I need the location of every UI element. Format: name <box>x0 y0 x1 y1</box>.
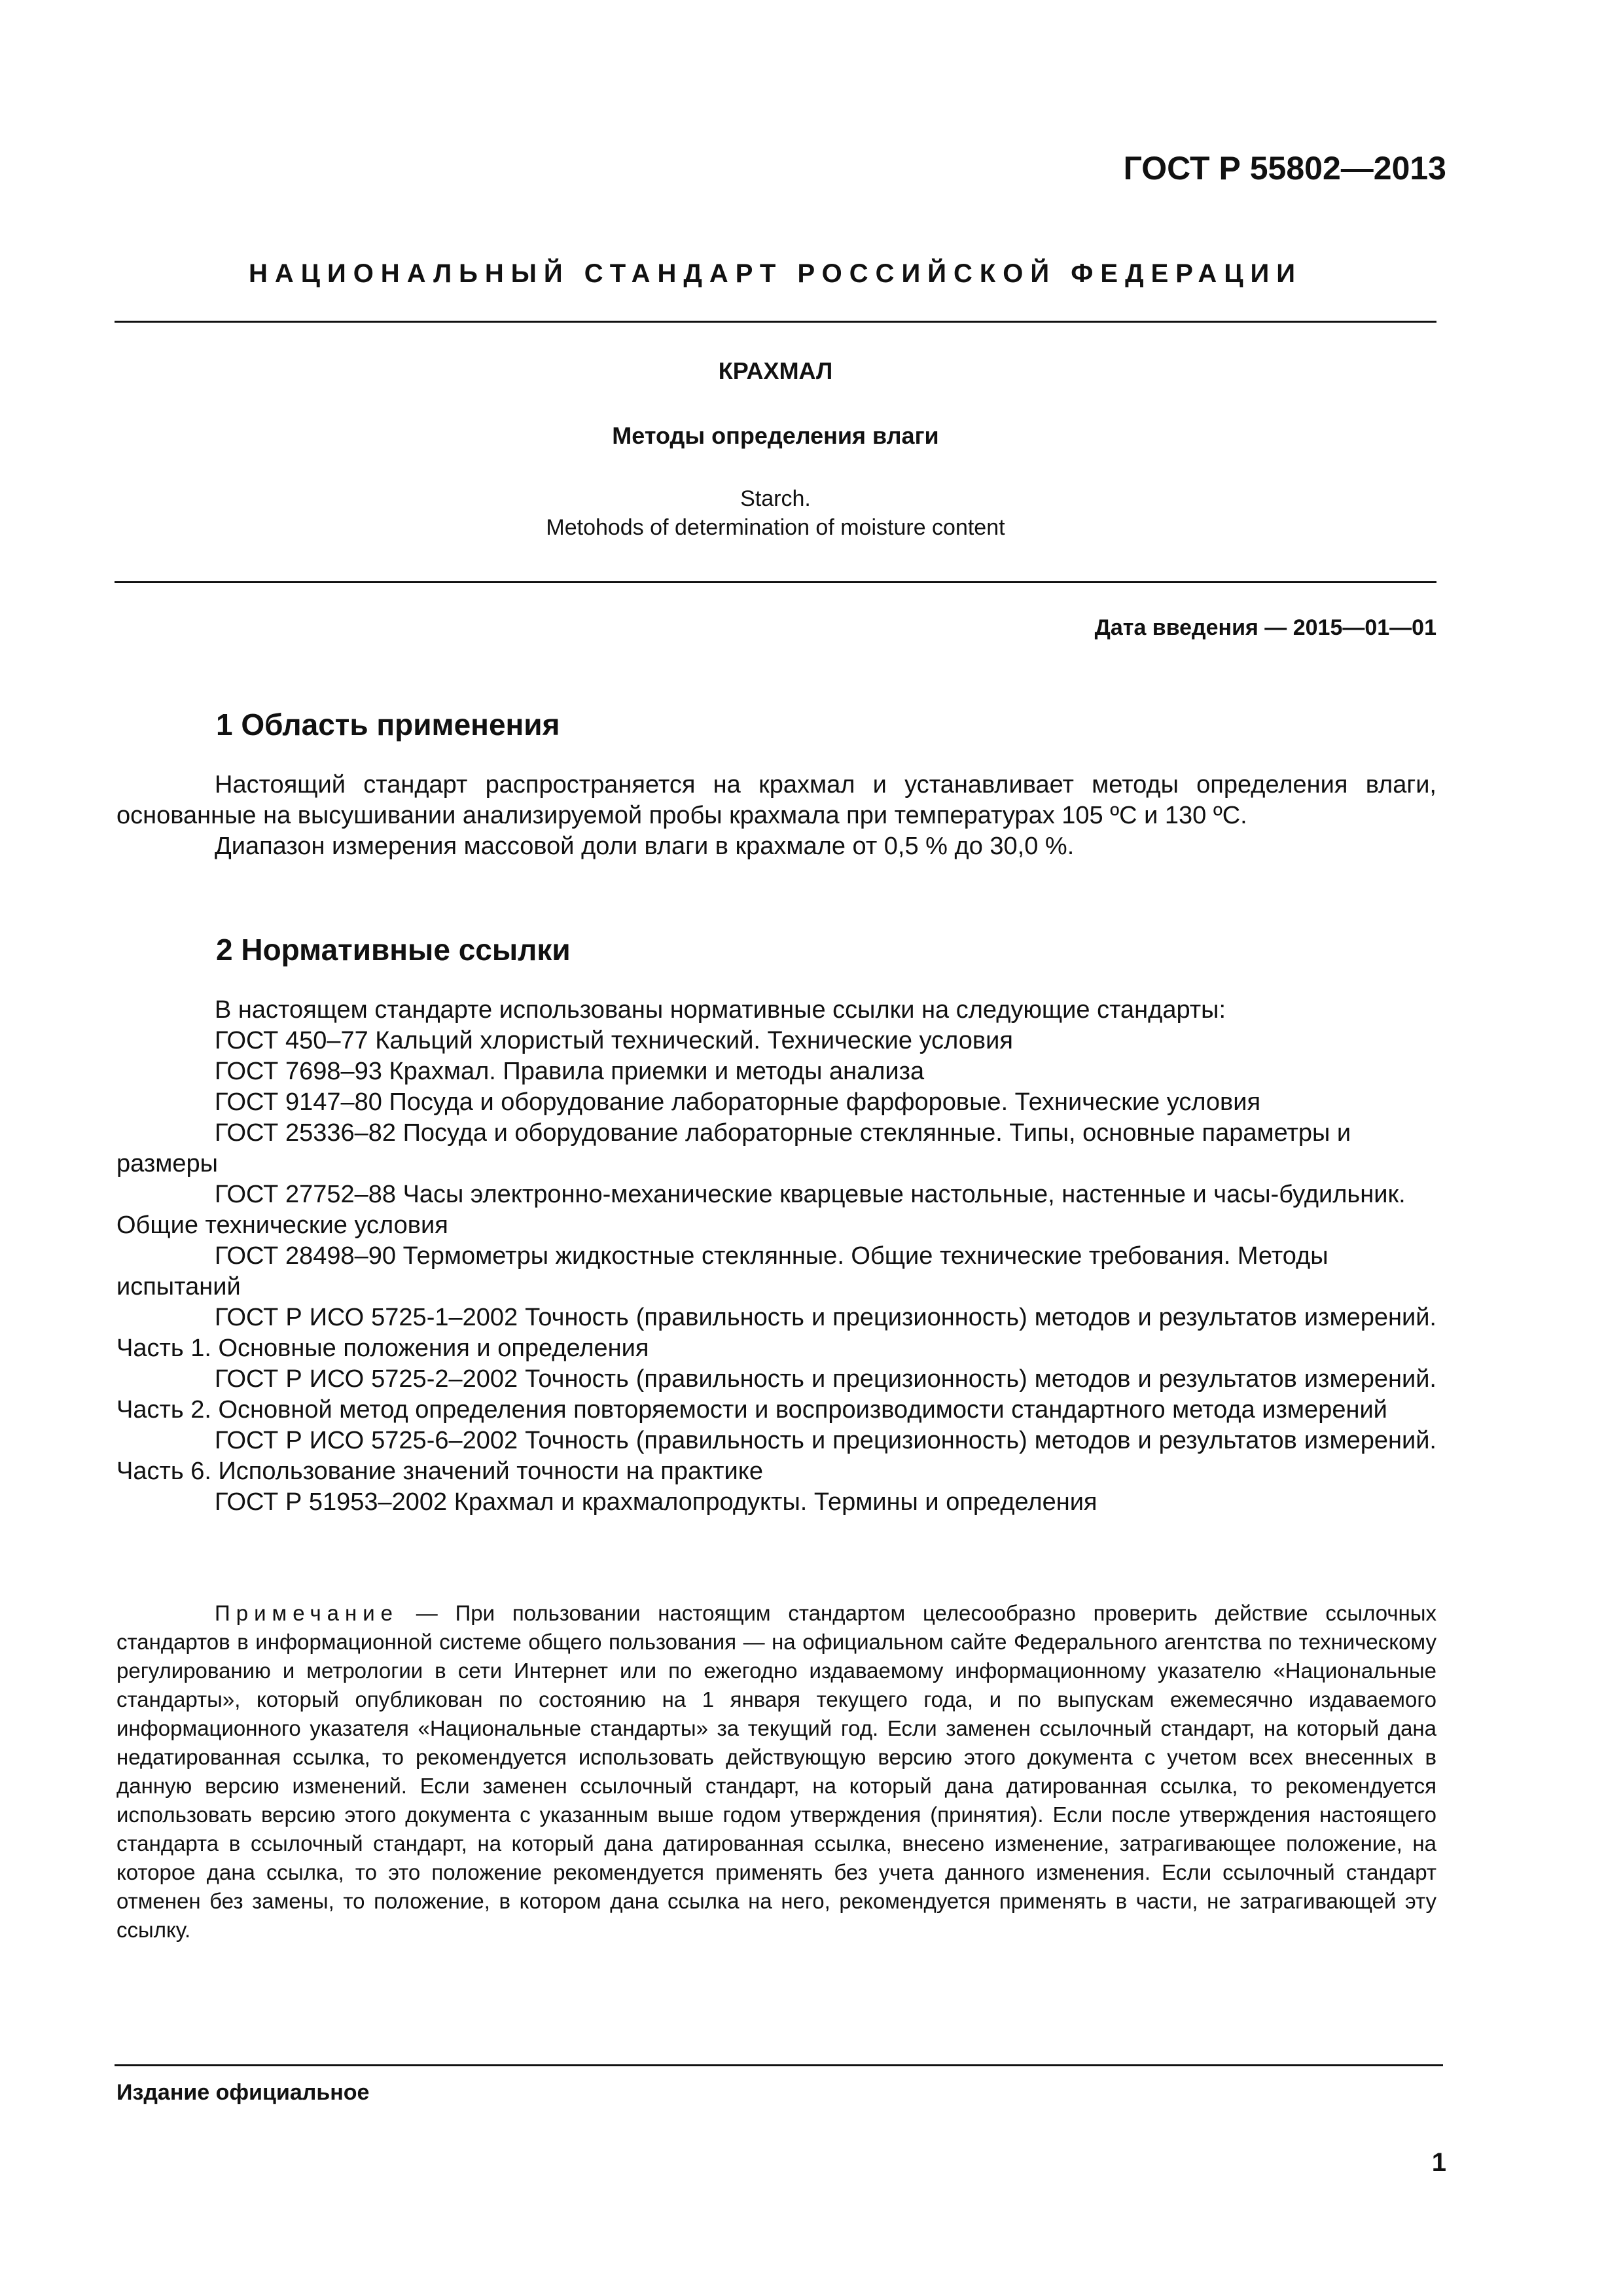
edition-label: Издание официальное <box>116 2080 370 2105</box>
header-divider <box>115 321 1436 323</box>
reference-item: ГОСТ 7698–93 Крахмал. Правила приемки и методы анализа <box>215 1058 925 1085</box>
english-title <box>115 484 1436 542</box>
reference-item: ГОСТ Р 51953–2002 Крахмал и крахмалопродукты. Термины и определения <box>215 1488 1097 1516</box>
reference-item: ГОСТ 28498–90 Термометры жидкостные стеклянные. Общие технические требования. Методы испытаний <box>116 1242 1329 1300</box>
note-paragraph <box>116 1599 1436 1945</box>
document-title: КРАХМАЛ <box>718 357 833 384</box>
section-1-paragraph-2: Диапазон измерения массовой доли влаги в крахмале от 0,5 % до 30,0 %. <box>215 833 1075 860</box>
section-1-paragraph-1: Настоящий стандарт распространяется на крахмал и устанавливает методы определения влаги, основанные на высушивании анализируемой пробы крахмала при температурах 105 ºС и 130 ºС. <box>116 771 1436 829</box>
english-title-line-2: Metohods of determination of moisture content <box>546 515 1005 540</box>
references-note <box>116 1599 1436 1945</box>
note-label: Примечание <box>215 1601 399 1625</box>
standard-number: ГОСТ Р 55802—2013 <box>1123 150 1446 187</box>
introduction-date: Дата введения — 2015—01—01 <box>1094 615 1436 640</box>
reference-item: ГОСТ 25336–82 Посуда и оборудование лабораторные стеклянные. Типы, основные параметры и размеры <box>116 1119 1351 1177</box>
section-1-heading: 1 Область применения <box>216 708 560 742</box>
english-title-line-1: Starch. <box>740 486 811 511</box>
section-2-heading: 2 Нормативные ссылки <box>216 933 571 967</box>
reference-item: ГОСТ Р ИСО 5725-2–2002 Точность (правильность и прецизионность) методов и результатов измерений. Часть 2. Основной метод определения повторяемости и воспроизводимости стандартного метода измерений <box>116 1365 1436 1424</box>
references-intro: В настоящем стандарте использованы нормативные ссылки на следующие стандарты: <box>215 996 1226 1024</box>
standard-type-heading: НАЦИОНАЛЬНЫЙ СТАНДАРТ РОССИЙСКОЙ ФЕДЕРАЦИИ <box>248 259 1303 288</box>
section-2-body <box>116 995 1436 1518</box>
document-subtitle: Методы определения влаги <box>612 422 939 449</box>
title-divider <box>115 581 1436 583</box>
section-1-body <box>116 770 1436 862</box>
footer-divider <box>115 2064 1443 2066</box>
reference-item: ГОСТ 450–77 Кальций хлористый технический. Технические условия <box>215 1027 1013 1054</box>
note-text: — При пользовании настоящим стандартом целесообразно проверить действие ссылочных стандартов в информационной системе общего пользования — на официальном сайте Федерального агентства по техническому регулированию и метрологии в сети Интернет или по ежегодно издаваемому информационному указателю «Национальные стандарты», который опубликован по состоянию на 1 января текущего года, и по выпускам ежемесячно издаваемого информационного указателя «Национальные стандарты» за текущий год. Если заменен ссылочный стандарт, на который дана недатированная ссылка, то рекомендуется использовать действующую версию этого документа с учетом всех внесенных в данную версию изменений. Если заменен ссылочный стандарт, на который дана датированная ссылка, то рекомендуется использовать версию этого документа с указанным выше годом утверждения (принятия). Если после утверждения настоящего стандарта в ссылочный стандарт, на который дана датированная ссылка, внесено изменение, затрагивающее положение, на которое дана ссылка, то это положение рекомендуется применять без учета данного изменения. Если ссылочный стандарт отменен без замены, то положение, в котором дана ссылка на него, рекомендуется применять в части, не затрагивающей эту ссылку. <box>116 1601 1436 1942</box>
page-number: 1 <box>1431 2148 1446 2177</box>
reference-item: ГОСТ Р ИСО 5725-6–2002 Точность (правильность и прецизионность) методов и результатов измерений. Часть 6. Использование значений точности на практике <box>116 1427 1436 1485</box>
reference-item: ГОСТ Р ИСО 5725-1–2002 Точность (правильность и прецизионность) методов и результатов измерений. Часть 1. Основные положения и определения <box>116 1304 1436 1362</box>
reference-item: ГОСТ 27752–88 Часы электронно-механические кварцевые настольные, настенные и часы-будильник. Общие технические условия <box>116 1181 1406 1239</box>
reference-item: ГОСТ 9147–80 Посуда и оборудование лабораторные фарфоровые. Технические условия <box>215 1088 1261 1116</box>
